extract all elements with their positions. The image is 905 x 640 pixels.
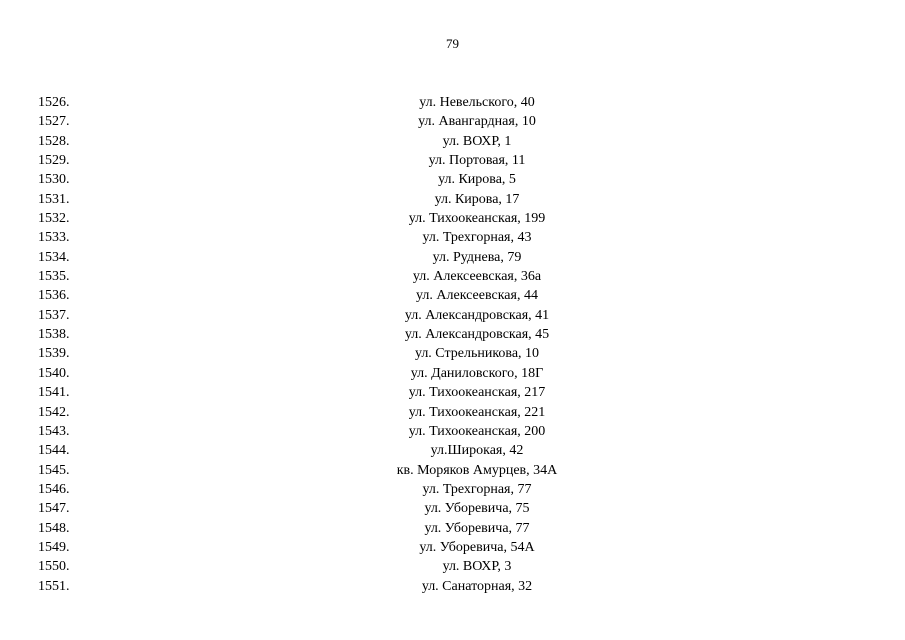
row-number: 1550. [38, 559, 70, 575]
row-address: ул.Широкая, 42 [430, 443, 524, 459]
row-number: 1534. [38, 249, 70, 265]
row-number: 1544. [38, 443, 70, 459]
list-item [0, 424, 905, 443]
list-item [0, 366, 905, 385]
row-number: 1545. [38, 462, 70, 478]
row-number: 1537. [38, 307, 70, 323]
row-address: ул. Трехгорная, 77 [422, 481, 532, 497]
row-address: ул. Кирова, 5 [438, 172, 516, 188]
list-item [0, 327, 905, 346]
row-address: ул. Трехгорная, 43 [422, 230, 532, 246]
list-item [0, 114, 905, 133]
list-item [0, 153, 905, 172]
list-item [0, 443, 905, 462]
address-list [0, 95, 905, 598]
list-item [0, 288, 905, 307]
row-address: ул. Стрельникова, 10 [414, 346, 540, 362]
row-number: 1530. [38, 172, 70, 188]
row-number: 1538. [38, 327, 70, 343]
page-number: 79 [446, 36, 459, 51]
row-number: 1532. [38, 211, 70, 227]
list-item [0, 501, 905, 520]
list-item [0, 269, 905, 288]
row-address: ул. Тихоокеанская, 200 [408, 423, 546, 439]
list-item [0, 192, 905, 211]
list-item [0, 482, 905, 501]
row-address: ул. ВОХР, 1 [442, 133, 512, 149]
row-address: ул. Даниловского, 18Г [410, 365, 544, 381]
row-number: 1527. [38, 114, 70, 130]
row-address: ул. Уборевича, 77 [424, 520, 530, 536]
row-address: ул. Кирова, 17 [434, 191, 520, 207]
list-item [0, 559, 905, 578]
row-number: 1546. [38, 481, 70, 497]
row-number: 1529. [38, 153, 70, 169]
list-item [0, 540, 905, 559]
list-item [0, 385, 905, 404]
row-address: ул. Авангардная, 10 [418, 114, 536, 130]
row-number: 1540. [38, 365, 70, 381]
row-address: ул. Тихоокеанская, 221 [408, 404, 546, 420]
list-item [0, 579, 905, 598]
row-address: ул. Тихоокеанская, 199 [408, 211, 546, 227]
row-address: ул. Алексеевская, 44 [416, 288, 538, 304]
row-number: 1547. [38, 501, 70, 517]
row-number: 1548. [38, 520, 70, 536]
row-address: ул. Александровская, 41 [404, 307, 550, 323]
row-address: кв. Моряков Амурцев, 34А [396, 462, 558, 478]
row-number: 1526. [38, 95, 70, 110]
row-number: 1533. [38, 230, 70, 246]
row-number: 1528. [38, 133, 70, 149]
row-number: 1543. [38, 423, 70, 439]
row-address: ул. Тихоокеанская, 217 [408, 385, 546, 401]
row-number: 1542. [38, 404, 70, 420]
row-number: 1531. [38, 191, 70, 207]
list-item [0, 346, 905, 365]
row-number: 1549. [38, 539, 70, 555]
row-number: 1535. [38, 269, 70, 285]
row-number: 1536. [38, 288, 70, 304]
row-address: ул. ВОХР, 3 [442, 559, 512, 575]
row-address: ул. Невельского, 40 [419, 95, 535, 110]
list-item [0, 250, 905, 269]
list-item [0, 230, 905, 249]
row-address: ул. Уборевича, 75 [424, 501, 530, 517]
row-number: 1551. [38, 578, 70, 594]
list-item [0, 463, 905, 482]
list-item [0, 405, 905, 424]
row-address: ул. Санаторная, 32 [421, 578, 533, 594]
list-item [0, 134, 905, 153]
list-item [0, 308, 905, 327]
row-address: ул. Руднева, 79 [432, 249, 522, 265]
list-item [0, 211, 905, 230]
row-number: 1541. [38, 385, 70, 401]
list-item [0, 172, 905, 191]
row-address: ул. Александровская, 45 [404, 327, 550, 343]
row-number: 1539. [38, 346, 70, 362]
list-item [0, 521, 905, 540]
list-item [0, 95, 905, 114]
row-address: ул. Портовая, 11 [428, 153, 526, 169]
row-address: ул. Алексеевская, 36а [412, 269, 542, 285]
row-address: ул. Уборевича, 54А [419, 539, 535, 555]
